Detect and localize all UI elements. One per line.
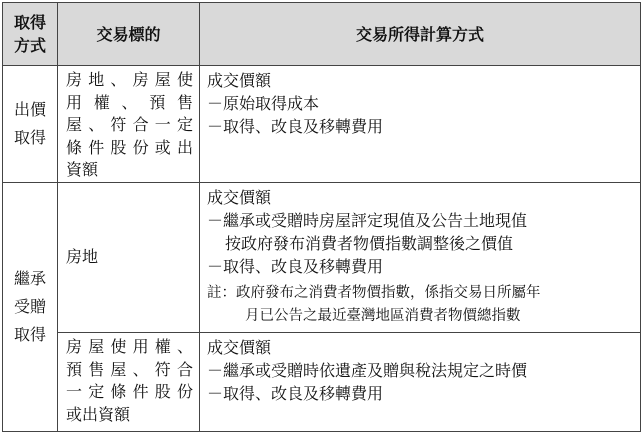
subject-line: 預售屋、符合 xyxy=(66,359,193,379)
method-text: 出價取得 xyxy=(13,100,46,147)
header-income-calculation: 交易所得計算方式 xyxy=(200,3,641,66)
subject-cell xyxy=(58,66,200,183)
subject-line: 用權、預售 xyxy=(66,92,193,112)
calc-line: －取得、改良及移轉費用 xyxy=(207,384,384,403)
method-text: 繼承受贈取得 xyxy=(13,269,46,344)
header-acquisition-method xyxy=(3,3,58,66)
subject-line: 或出資額 xyxy=(66,404,131,424)
calc-line: －取得、改良及移轉費用 xyxy=(207,117,384,136)
subject-line: 房地、房屋使 xyxy=(66,70,193,89)
header-acquisition-method-text: 取得方式 xyxy=(13,13,46,55)
method-cell xyxy=(3,66,58,183)
subject-line: 資額 xyxy=(66,160,99,179)
footnote-line: 註：政府發布之消費者物價指數，係指交易日所屬年 xyxy=(207,285,541,301)
calc-line: 成交價額 xyxy=(207,188,272,207)
table-header-row xyxy=(3,3,641,66)
transaction-income-table xyxy=(2,2,641,432)
subject-line: 條件股份或出 xyxy=(66,137,193,157)
calc-line: －原始取得成本 xyxy=(207,94,320,113)
subject-line: 屋、符合一定 xyxy=(66,115,193,134)
table-row xyxy=(3,333,641,432)
calc-cell xyxy=(200,333,641,432)
calc-line: 成交價額 xyxy=(207,338,272,357)
table-row xyxy=(3,183,641,333)
calc-line: 成交價額 xyxy=(207,71,272,90)
subject-cell xyxy=(58,333,200,432)
calc-line: －繼承或受贈時依遺產及贈與稅法規定之時價 xyxy=(207,361,528,380)
calc-line: －繼承或受贈時房屋評定現值及公告土地現值 xyxy=(207,211,528,230)
calc-cell xyxy=(200,66,641,183)
subject-line: 房屋使用權、 xyxy=(66,337,193,356)
subject-cell: 房地 xyxy=(58,183,200,333)
calc-cell xyxy=(200,183,641,333)
method-cell xyxy=(3,183,58,432)
calc-line: －取得、改良及移轉費用 xyxy=(207,257,384,276)
subject-line: 一定條件股份 xyxy=(66,382,193,401)
footnote xyxy=(207,282,632,328)
calc-line: 按政府發布消費者物價指數調整後之價值 xyxy=(225,234,514,253)
header-transaction-subject: 交易標的 xyxy=(58,3,200,66)
footnote-line: 月已公告之最近臺灣地區消費者物價總指數 xyxy=(245,308,521,324)
table-row xyxy=(3,66,641,183)
